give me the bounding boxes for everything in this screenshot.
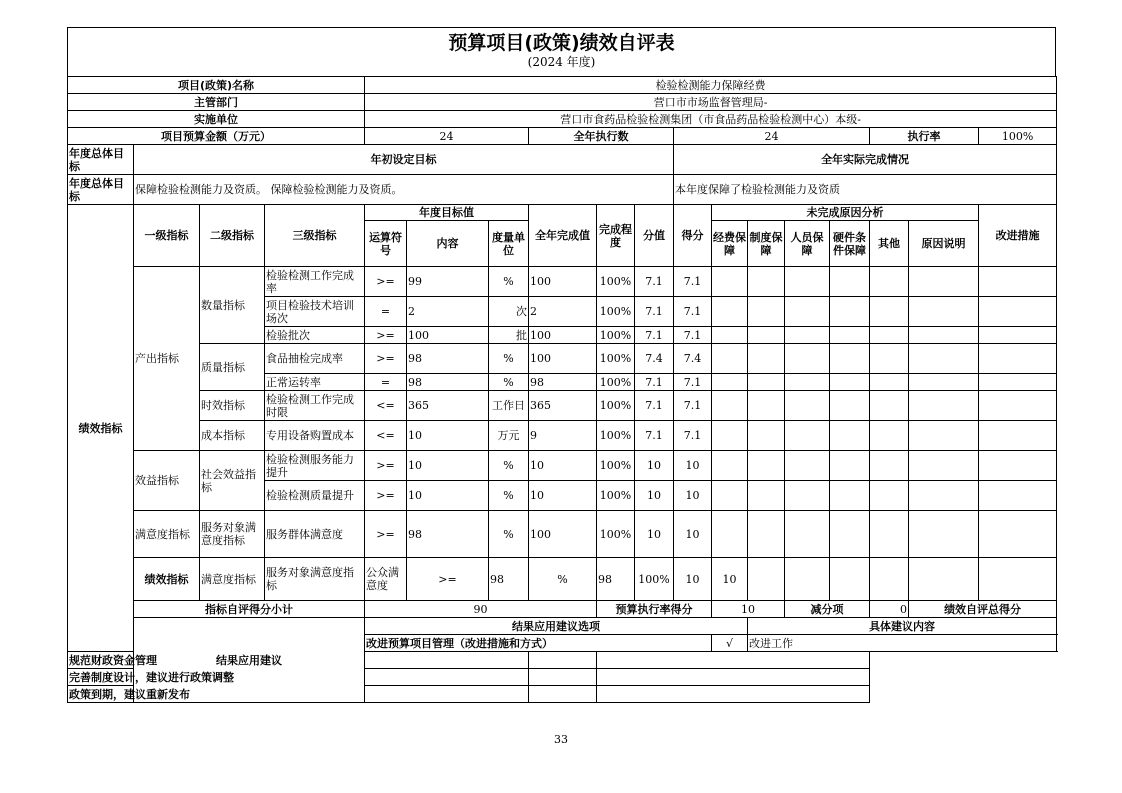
- indicator-score: 7.1: [674, 391, 712, 421]
- header-degree: 完成程度: [597, 205, 635, 267]
- application-option-text: 完善制度设计，建议进行政策调整: [68, 669, 529, 686]
- indicator-target: 10: [407, 481, 489, 511]
- indicator-target: 10: [407, 421, 489, 451]
- group-satisfaction: 满意度指标: [134, 511, 200, 558]
- indicator-op: >=: [365, 267, 407, 297]
- indicator-degree: 100%: [597, 451, 635, 481]
- dept: 营口市市场监督管理局-: [365, 94, 1057, 111]
- indicator-weight: 7.4: [635, 344, 674, 374]
- header-improve: 改进措施: [979, 205, 1057, 267]
- group-benefit: 效益指标: [134, 451, 200, 511]
- indicator-score: 7.1: [674, 421, 712, 451]
- table-row: [68, 511, 1057, 558]
- application-option-text: 改进预算项目管理（改进措施和方式）: [365, 635, 712, 652]
- indicator-degree: 100%: [597, 374, 635, 391]
- indicator-score: 10: [712, 558, 748, 601]
- indicator-degree: 100%: [597, 297, 635, 327]
- group-timeliness: 时效指标: [200, 391, 265, 421]
- indicator-unit: %: [489, 451, 529, 481]
- indicator-score: 10: [674, 451, 712, 481]
- summary-row: [68, 601, 1057, 618]
- application-option-mark: [529, 669, 597, 686]
- indicator-weight: 10: [635, 481, 674, 511]
- indicator-score: 10: [674, 511, 712, 558]
- indicator-degree: 100%: [597, 421, 635, 451]
- application-options-header: 结果应用建议选项: [365, 618, 748, 635]
- title-block: [67, 27, 1056, 76]
- table-row: [68, 451, 1057, 481]
- indicator-unit: %: [489, 344, 529, 374]
- rate-value: 100%: [979, 128, 1057, 145]
- indicator-degree: 100%: [597, 344, 635, 374]
- indicator-degree: 100%: [597, 481, 635, 511]
- indicator-name: 检验检测工作完成时限: [265, 391, 365, 421]
- indicator-degree: 100%: [597, 391, 635, 421]
- info-row-unit: [68, 111, 1057, 128]
- indicator-actual: 10: [529, 481, 597, 511]
- indicator-weight: 7.1: [635, 421, 674, 451]
- exec-score-label: 预算执行率得分: [597, 601, 712, 618]
- header-content: 内容: [407, 221, 489, 267]
- application-option-mark: [529, 686, 597, 703]
- application-option-mark: √: [712, 635, 748, 652]
- application-header-row: [68, 618, 1057, 635]
- indicator-score: 7.1: [674, 327, 712, 344]
- application-option-text: 政策到期，建议重新发布: [68, 686, 529, 703]
- header-level2: 二级指标: [200, 205, 265, 267]
- group-cost: 成本指标: [200, 421, 265, 451]
- deduct-value: 0: [870, 601, 909, 618]
- table-row: [68, 267, 1057, 297]
- indicator-degree: 100%: [597, 511, 635, 558]
- indicator-op: =: [365, 297, 407, 327]
- indicator-op: >=: [365, 511, 407, 558]
- indicator-actual: 100: [529, 511, 597, 558]
- indicator-op: =: [365, 374, 407, 391]
- indicator-weight: 7.1: [635, 297, 674, 327]
- indicator-actual: 100: [529, 344, 597, 374]
- indicator-unit: 次: [489, 297, 529, 327]
- goal-label: 年度总体目标: [68, 145, 134, 175]
- header-level1: 一级指标: [134, 205, 200, 267]
- rate-label: 执行率: [870, 128, 979, 145]
- planned-goal-header: 年初设定目标: [134, 145, 674, 175]
- indicator-name: 检验检测服务能力提升: [265, 451, 365, 481]
- indicator-name: 项目检验技术培训场次: [265, 297, 365, 327]
- indicator-op: >=: [365, 327, 407, 344]
- header-annual-target: 年度目标值: [365, 205, 529, 221]
- indicator-weight: 7.1: [635, 267, 674, 297]
- indicator-weight: 10: [674, 558, 712, 601]
- indicator-op: >=: [365, 344, 407, 374]
- indicator-name: 服务群体满意度: [265, 511, 365, 558]
- application-option-row: [68, 686, 1057, 703]
- application-option-detail: [597, 669, 870, 686]
- group-social: 社会效益指标: [200, 451, 265, 511]
- header-actual: 全年完成值: [529, 205, 597, 267]
- subtotal-label: 指标自评得分小计: [134, 601, 365, 618]
- indicator-name: 食品抽检完成率: [265, 344, 365, 374]
- indicator-name: 正常运转率: [265, 374, 365, 391]
- dept-label: 主管部门: [68, 94, 365, 111]
- table-row: [68, 558, 1057, 601]
- deduct-label: 减分项: [785, 601, 870, 618]
- indicator-score: 7.4: [674, 344, 712, 374]
- subtotal-value: 90: [365, 601, 597, 618]
- planned-goal-text: 保障检验检测能力及资质。 保障检验检测能力及资质。: [134, 175, 674, 205]
- indicator-unit: %: [489, 374, 529, 391]
- indicator-target: 10: [407, 451, 489, 481]
- indicator-target: 98: [407, 374, 489, 391]
- header-r-other: 其他: [870, 221, 909, 267]
- indicator-name: 公众满意度: [365, 558, 407, 601]
- header-unit: 度量单位: [489, 221, 529, 267]
- actual-goal-header: 全年实际完成情况: [674, 145, 1057, 175]
- group-output: 产出指标: [134, 267, 200, 451]
- indicator-weight: 10: [635, 451, 674, 481]
- indicator-target: 98: [489, 558, 529, 601]
- performance-sheet: [67, 27, 1056, 703]
- header-r-staff: 人员保障: [785, 221, 830, 267]
- application-detail-header: 具体建议内容: [748, 618, 1057, 635]
- indicator-op: <=: [365, 391, 407, 421]
- indicator-unit: 工作日: [489, 391, 529, 421]
- indicator-actual: 98: [597, 558, 635, 601]
- application-label: 结果应用建议: [134, 618, 365, 703]
- indicator-target: 2: [407, 297, 489, 327]
- indicator-target: 100: [407, 327, 489, 344]
- header-level3: 三级指标: [265, 205, 365, 267]
- indicator-target: 365: [407, 391, 489, 421]
- indicator-weight: 7.1: [635, 327, 674, 344]
- table-row: [68, 344, 1057, 374]
- info-row-dept: [68, 94, 1057, 111]
- group-satisfaction-2: 满意度指标: [200, 558, 265, 601]
- header-score-value: 分值: [635, 205, 674, 267]
- group-quality: 质量指标: [200, 344, 265, 391]
- group-service-sat-2: 服务对象满意度指标: [265, 558, 365, 601]
- goal-header-row: [68, 145, 1057, 175]
- indicator-unit: %: [489, 511, 529, 558]
- goal-text-row: [68, 175, 1057, 205]
- budget-value: 24: [365, 128, 529, 145]
- info-row-budget: [68, 128, 1057, 145]
- indicator-unit: %: [489, 481, 529, 511]
- indicator-actual: 9: [529, 421, 597, 451]
- application-option-detail: [597, 686, 870, 703]
- evaluation-table: [67, 76, 1057, 703]
- header-unfinished: 未完成原因分析: [712, 205, 979, 221]
- unit: 营口市食药品检验检测集团（市食品药品检验检测中心）本级-: [365, 111, 1057, 128]
- indicator-unit: %: [489, 267, 529, 297]
- indicator-op: <=: [365, 421, 407, 451]
- indicator-unit: 万元: [489, 421, 529, 451]
- indicator-weight: 7.1: [635, 374, 674, 391]
- header-r-hardware: 硬件条件保障: [830, 221, 870, 267]
- indicator-degree: 100%: [635, 558, 674, 601]
- perf-indicator-label: 绩效指标: [68, 205, 134, 652]
- table-row: [68, 421, 1057, 451]
- indicator-target: 99: [407, 267, 489, 297]
- indicator-op: >=: [365, 481, 407, 511]
- header-r-note: 原因说明: [909, 221, 979, 267]
- page-number: 33: [554, 733, 568, 746]
- indicator-name: 检验检测质量提升: [265, 481, 365, 511]
- indicator-degree: 100%: [597, 327, 635, 344]
- indicator-actual: 100: [529, 267, 597, 297]
- total-label: 绩效自评总得分: [909, 601, 1057, 618]
- indicator-target: 98: [407, 344, 489, 374]
- indicator-actual: 10: [529, 451, 597, 481]
- exec-label: 全年执行数: [529, 128, 674, 145]
- indicator-header-row-1: [68, 205, 1057, 221]
- budget-label: 项目预算金额（万元）: [68, 128, 365, 145]
- indicator-actual: 2: [529, 297, 597, 327]
- actual-goal-text: 本年度保障了检验检测能力及资质: [674, 175, 1057, 205]
- indicator-actual: 98: [529, 374, 597, 391]
- indicator-name: 专用设备购置成本: [265, 421, 365, 451]
- indicator-score: 7.1: [674, 267, 712, 297]
- goal-label-2: 年度总体目标: [68, 175, 134, 205]
- indicator-target: 98: [407, 511, 489, 558]
- report-year: (2024 年度): [527, 55, 596, 69]
- indicator-op: >=: [407, 558, 489, 601]
- table-row: [68, 391, 1057, 421]
- exec-value: 24: [674, 128, 870, 145]
- perf-indicator-label-2: 绩效指标: [134, 558, 200, 601]
- indicator-op: >=: [365, 451, 407, 481]
- indicator-weight: 10: [635, 511, 674, 558]
- header-operator: 运算符号: [365, 221, 407, 267]
- indicator-actual: 365: [529, 391, 597, 421]
- indicator-score: 7.1: [674, 374, 712, 391]
- info-row-project: [68, 77, 1057, 94]
- project-name-label: 项目(政策)名称: [68, 77, 365, 94]
- indicator-actual: 100: [529, 327, 597, 344]
- indicator-unit: %: [529, 558, 597, 601]
- header-r-system: 制度保障: [748, 221, 785, 267]
- project-name: 检验检测能力保障经费: [365, 77, 1057, 94]
- application-option-detail: [597, 652, 870, 669]
- application-option-row: [68, 669, 1057, 686]
- indicator-name: 检验批次: [265, 327, 365, 344]
- indicator-score: 7.1: [674, 297, 712, 327]
- indicator-name: 检验检测工作完成率: [265, 267, 365, 297]
- application-option-mark: [529, 652, 597, 669]
- header-r-funding: 经费保障: [712, 221, 748, 267]
- application-option-text: 规范财政资金管理: [68, 652, 529, 669]
- group-quantity: 数量指标: [200, 267, 265, 344]
- unit-label: 实施单位: [68, 111, 365, 128]
- indicator-degree: 100%: [597, 267, 635, 297]
- indicator-score: 10: [674, 481, 712, 511]
- header-score: 得分: [674, 205, 712, 267]
- indicator-unit: 批: [489, 327, 529, 344]
- group-service-sat: 服务对象满意度指标: [200, 511, 265, 558]
- page-title: 预算项目(政策)绩效自评表: [448, 32, 675, 54]
- indicator-weight: 7.1: [635, 391, 674, 421]
- application-option-detail: 改进工作: [748, 635, 1057, 652]
- exec-score-value: 10: [712, 601, 785, 618]
